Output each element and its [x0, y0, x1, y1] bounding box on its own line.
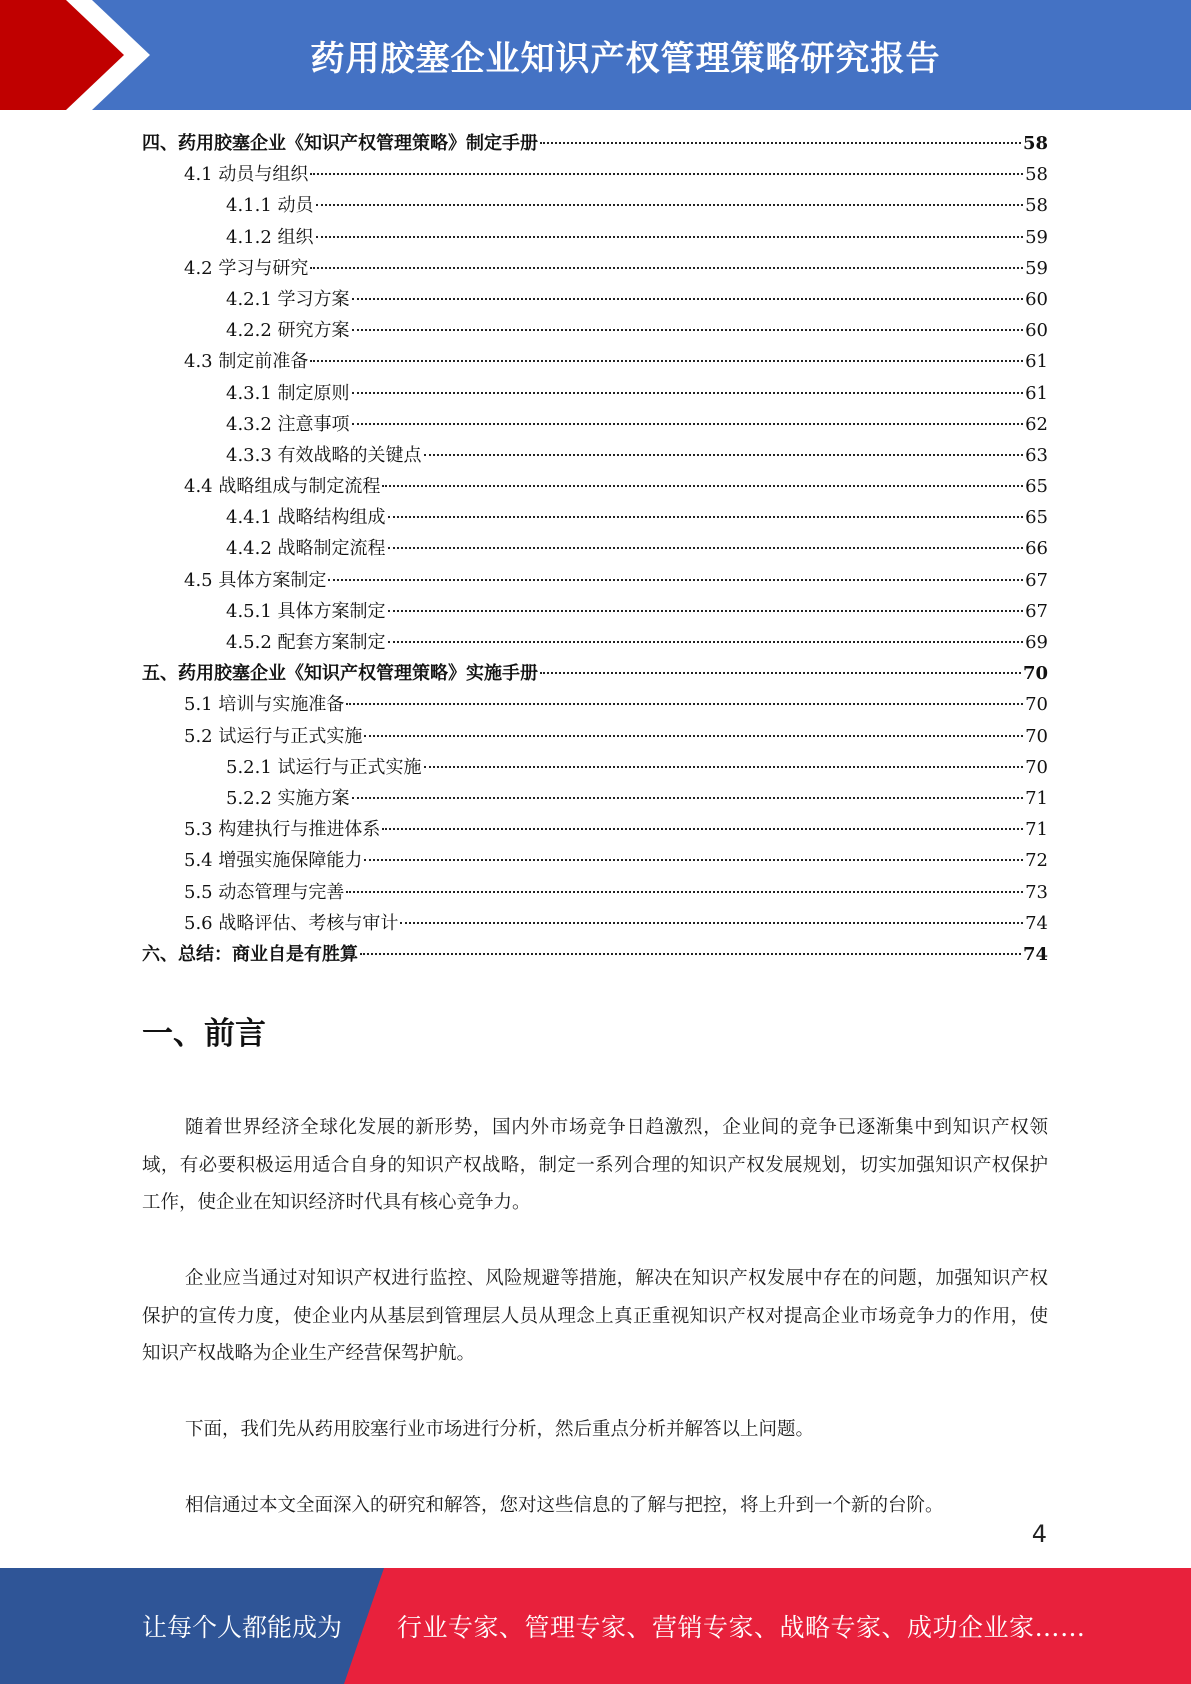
toc-entry[interactable] — [142, 845, 1048, 876]
toc-entry-label: 4.2 学习与研究 — [184, 257, 309, 279]
toc-dot-leader — [346, 703, 1023, 705]
toc-entry[interactable] — [142, 596, 1048, 627]
toc-entry[interactable] — [142, 908, 1048, 939]
toc-entry[interactable] — [142, 409, 1048, 440]
toc-dot-leader — [316, 204, 1024, 206]
toc-entry[interactable] — [142, 783, 1048, 814]
section-heading: 一、前言 — [142, 1016, 266, 1052]
toc-dot-leader — [310, 173, 1023, 175]
toc-dot-leader — [328, 579, 1023, 581]
toc-entry[interactable] — [142, 814, 1048, 845]
toc-entry-page: 62 — [1025, 413, 1048, 435]
toc-entry-label: 4.1 动员与组织 — [184, 164, 309, 186]
toc-entry[interactable] — [142, 315, 1048, 346]
toc-entry-label: 4.1.2 组织 — [226, 226, 314, 248]
toc-entry-label: 4.1.1 动员 — [226, 195, 314, 217]
footer-slogan-left: 让每个人都能成为 — [142, 1613, 343, 1642]
toc-entry[interactable] — [142, 440, 1048, 471]
toc-entry[interactable] — [142, 939, 1048, 970]
toc-dot-leader — [364, 859, 1023, 861]
toc-dot-leader — [382, 485, 1023, 487]
toc-entry-page: 71 — [1025, 787, 1048, 809]
toc-dot-leader — [352, 392, 1024, 394]
toc-entry-page: 61 — [1025, 382, 1048, 404]
toc-entry-label: 5.1 培训与实施准备 — [184, 694, 345, 716]
toc-entry-label: 4.4.1 战略结构组成 — [226, 507, 386, 529]
toc-dot-leader — [310, 267, 1023, 269]
toc-entry-page: 66 — [1025, 538, 1048, 560]
toc-entry[interactable] — [142, 378, 1048, 409]
toc-entry[interactable] — [142, 689, 1048, 720]
toc-entry-page: 59 — [1025, 257, 1048, 279]
toc-entry[interactable] — [142, 346, 1048, 377]
toc-entry[interactable] — [142, 190, 1048, 221]
footer-banner — [0, 1568, 1191, 1684]
toc-entry[interactable] — [142, 533, 1048, 564]
toc-entry-label: 六、总结：商业自是有胜算 — [142, 943, 358, 965]
toc-entry-page: 72 — [1025, 850, 1048, 872]
toc-entry[interactable] — [142, 222, 1048, 253]
toc-entry-page: 74 — [1025, 912, 1048, 934]
toc-entry[interactable] — [142, 284, 1048, 315]
toc-dot-leader — [352, 423, 1024, 425]
toc-entry-label: 4.5 具体方案制定 — [184, 569, 327, 591]
toc-entry-page: 74 — [1022, 943, 1048, 965]
toc-entry-label: 5.2.1 试运行与正式实施 — [226, 756, 422, 778]
toc-entry[interactable] — [142, 721, 1048, 752]
toc-entry-label: 5.5 动态管理与完善 — [184, 881, 345, 903]
toc-entry[interactable] — [142, 471, 1048, 502]
toc-entry-page: 70 — [1025, 725, 1048, 747]
toc-entry-label: 四、药用胶塞企业《知识产权管理策略》制定手册 — [142, 133, 538, 154]
toc-entry-label: 5.4 增强实施保障能力 — [184, 850, 363, 872]
toc-dot-leader — [352, 797, 1024, 799]
toc-entry-label: 4.3.3 有效战略的关键点 — [226, 444, 422, 466]
toc-dot-leader — [316, 236, 1024, 238]
toc-entry-label: 4.3.2 注意事项 — [226, 413, 350, 435]
toc-entry-label: 5.3 构建执行与推进体系 — [184, 819, 381, 841]
toc-entry-page: 69 — [1025, 632, 1048, 653]
toc-entry[interactable] — [142, 128, 1048, 159]
toc-entry-label: 4.2.1 学习方案 — [226, 288, 350, 310]
toc-dot-leader — [400, 922, 1023, 924]
toc-dot-leader — [352, 329, 1024, 331]
toc-entry-page: 65 — [1025, 507, 1048, 529]
paragraph: 随着世界经济全球化发展的新形势，国内外市场竞争日趋激烈，企业间的竞争已逐渐集中到知识产权领域，有必要积极运用适合自身的知识产权战略，制定一系列合理的知识产权发展规划，切实加强知识产权保护工作，使企业在知识经济时代具有核心竞争力。 — [142, 1117, 1048, 1213]
toc-entry[interactable] — [142, 658, 1048, 689]
toc-dot-leader — [382, 828, 1023, 830]
toc-entry-label: 4.2.2 研究方案 — [226, 320, 350, 342]
toc-entry-page: 59 — [1025, 226, 1048, 248]
toc-entry-label: 5.2 试运行与正式实施 — [184, 725, 363, 747]
toc-entry-page: 65 — [1025, 476, 1048, 498]
toc-entry-label: 4.5.1 具体方案制定 — [226, 600, 386, 622]
toc-dot-leader — [360, 953, 1021, 955]
toc-entry-page: 60 — [1025, 320, 1048, 342]
toc-dot-leader — [540, 142, 1021, 144]
header-arrow-decoration — [0, 0, 150, 110]
toc-entry-page: 70 — [1025, 694, 1048, 716]
toc-entry-label: 4.5.2 配套方案制定 — [226, 632, 386, 653]
toc-entry-label: 5.6 战略评估、考核与审计 — [184, 912, 399, 934]
toc-dot-leader — [388, 516, 1024, 518]
toc-dot-leader — [364, 735, 1023, 737]
toc-dot-leader — [388, 547, 1024, 549]
toc-dot-leader — [540, 672, 1021, 674]
table-of-contents — [142, 128, 1048, 970]
toc-entry-page: 73 — [1025, 881, 1048, 903]
toc-entry-page: 70 — [1025, 756, 1048, 778]
toc-entry-label: 五、药用胶塞企业《知识产权管理策略》实施手册 — [142, 663, 538, 685]
toc-entry-label: 4.3 制定前准备 — [184, 351, 309, 373]
toc-entry-page: 63 — [1025, 444, 1048, 466]
toc-entry[interactable] — [142, 627, 1048, 658]
toc-entry-label: 4.4 战略组成与制定流程 — [184, 476, 381, 498]
report-title: 药用胶塞企业知识产权管理策略研究报告 — [310, 38, 941, 79]
toc-entry-label: 4.3.1 制定原则 — [226, 382, 350, 404]
header-banner — [0, 0, 1191, 110]
toc-entry-page: 67 — [1025, 600, 1048, 622]
paragraph: 相信通过本文全面深入的研究和解答，您对这些信息的了解与把控，将上升到一个新的台阶。 — [185, 1495, 944, 1516]
toc-dot-leader — [352, 298, 1024, 300]
toc-dot-leader — [424, 766, 1024, 768]
footer-slogan-right: 行业专家、管理专家、营销专家、战略专家、成功企业家…… — [397, 1613, 1086, 1642]
toc-dot-leader — [310, 360, 1023, 362]
page-number: 4 — [1031, 1520, 1047, 1548]
paragraph: 下面，我们先从药用胶塞行业市场进行分析，然后重点分析并解答以上问题。 — [185, 1419, 815, 1440]
toc-entry-page: 60 — [1025, 288, 1048, 310]
toc-entry-page: 70 — [1022, 663, 1048, 685]
toc-entry-page: 61 — [1025, 351, 1048, 373]
paragraph: 企业应当通过对知识产权进行监控、风险规避等措施，解决在知识产权发展中存在的问题，加强知识产权保护的宣传力度，使企业内从基层到管理层人员从理念上真正重视知识产权对提高企业市场竞争力的作用，使知识产权战略为企业生产经营保驾护航。 — [142, 1268, 1048, 1364]
toc-entry[interactable] — [142, 159, 1048, 190]
toc-dot-leader — [424, 454, 1024, 456]
toc-entry[interactable] — [142, 502, 1048, 533]
toc-entry[interactable] — [142, 877, 1048, 908]
toc-dot-leader — [388, 641, 1024, 643]
toc-entry[interactable] — [142, 565, 1048, 596]
toc-dot-leader — [346, 891, 1023, 893]
toc-entry-page: 58 — [1025, 164, 1048, 186]
toc-dot-leader — [388, 610, 1024, 612]
toc-entry-label: 5.2.2 实施方案 — [226, 787, 350, 809]
toc-entry[interactable] — [142, 752, 1048, 783]
toc-entry[interactable] — [142, 253, 1048, 284]
toc-entry-label: 4.4.2 战略制定流程 — [226, 538, 386, 560]
toc-entry-page: 71 — [1025, 819, 1048, 841]
toc-entry-page: 67 — [1025, 569, 1048, 591]
toc-entry-page: 58 — [1025, 195, 1048, 217]
toc-entry-page: 58 — [1022, 133, 1048, 154]
